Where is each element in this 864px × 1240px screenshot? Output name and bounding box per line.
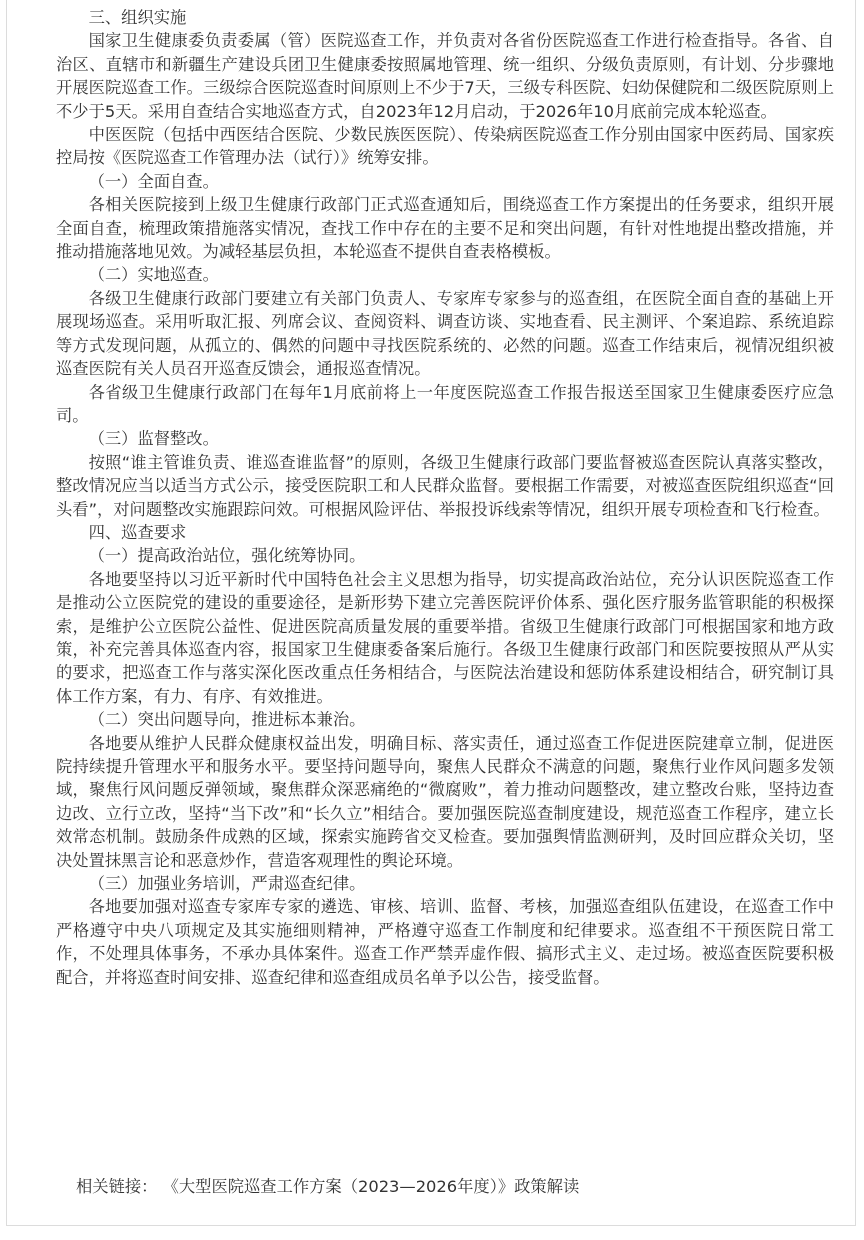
- article-paragraph: 各地要坚持以习近平新时代中国特色社会主义思想为指导，切实提高政治站位，充分认识医院巡查工作是推动公立医院党的建设的重要途径，是新形势下建立完善医院评价体系、强化医疗服务监管职能的积极探索，是维护公立医院公益性、促进医院高质量发展的重要举措。省级卫生健康行政部门可根据国家和地方政策，补充完善具体巡查内容，报国家卫生健康委备案后施行。各级卫生健康行政部门和医院要按照从严从实的要求，把巡查工作与落实深化医改重点任务相结合，与医院法治建设和惩防体系建设相结合，研究制订具体工作方案，有力、有序、有效推进。: [56, 569, 834, 706]
- article-paragraph: 各地要从维护人民群众健康权益出发，明确目标、落实责任，通过巡查工作促进医院建章立制，促进医院持续提升管理水平和服务水平。要坚持问题导向，聚焦人民群众不满意的问题，聚焦行业作风问题多发领域，聚焦行风问题反弹领域，聚焦群众深恶痛绝的“微腐败”，着力推动问题整改，建立整改台账，坚持边查边改、立行立改，坚持“当下改”和“长久立”相结合。要加强医院巡查制度建设，规范巡查工作程序，建立长效常态机制。鼓励条件成熟的区域，探索实施跨省交叉检查。要加强舆情监测研判，及时回应群众关切，坚决处置抹黑言论和恶意炒作，营造客观理性的舆论环境。: [56, 733, 834, 870]
- subsection-heading: （一）全面自查。: [88, 171, 219, 191]
- article-paragraph: 国家卫生健康委负责委属（管）医院巡查工作，并负责对各省份医院巡查工作进行检查指导。各省、自治区、直辖市和新疆生产建设兵团卫生健康委按照属地管理、统一组织、分级负责原则，有计划、分步骤地开展医院巡查工作。三级综合医院巡查时间原则上不少于7天，三级专科医院、妇幼保健院和二级医院原则上不少于5天。采用自查结合实地巡查方式，自2023年12月启动，于2026年10月底前完成本轮巡查。: [56, 31, 834, 121]
- subsection-heading: （三）监督整改。: [88, 429, 219, 449]
- article-paragraph: 按照“谁主管谁负责、谁巡查谁监督”的原则，各级卫生健康行政部门要监督被巡查医院认真落实整改，整改情况应当以适当方式公示，接受医院职工和人民群众监督。要根据工作需要，对被巡查医院组织巡查“回头看”，对问题整改实施跟踪问效。可根据风险评估、举报投诉线索等情况，组织开展专项检查和飞行检查。: [56, 452, 834, 519]
- article-paragraph: 各地要加强对巡查专家库专家的遴选、审核、培训、监督、考核，加强巡查组队伍建设，在巡查工作中严格遵守中央八项规定及其实施细则精神，严格遵守巡查工作制度和纪律要求。巡查组不干预医院日常工作，不处理具体事务，不承办具体案件。巡查工作严禁弄虚作假、搞形式主义、走过场。被巡查医院要积极配合，并将巡查时间安排、巡查纪律和巡查组成员名单予以公告，接受监督。: [56, 897, 834, 987]
- subsection-heading: （一）提高政治站位，强化统筹协同。: [88, 546, 366, 566]
- section-heading: 四、巡查要求: [88, 522, 187, 542]
- related-links: [76, 1176, 579, 1198]
- subsection-heading: （二）突出问题导向，推进标本兼治。: [88, 710, 366, 730]
- article-paragraph: 各相关医院接到上级卫生健康行政部门正式巡查通知后，围绕巡查工作方案提出的任务要求，组织开展全面自查，梳理政策措施落实情况，查找工作中存在的主要不足和突出问题，有针对性地提出整改措施，并推动措施落地见效。为减轻基层负担，本轮巡查不提供自查表格模板。: [56, 195, 834, 262]
- policy-interpretation-link[interactable]: 《大型医院巡查工作方案（2023—2026年度）》政策解读: [162, 1177, 580, 1196]
- related-links-label: 相关链接：: [76, 1177, 158, 1196]
- article-body: [56, 6, 834, 989]
- section-heading: 三、组织实施: [88, 8, 187, 27]
- subsection-heading: （三）加强业务培训，严肃巡查纪律。: [88, 874, 366, 894]
- article-paragraph: 中医医院（包括中西医结合医院、少数民族医医院）、传染病医院巡查工作分别由国家中医药局、国家疾控局按《医院巡查工作管理办法（试行）》统筹安排。: [56, 125, 834, 168]
- subsection-heading: （二）实地巡查。: [88, 265, 219, 285]
- article-paragraph: 各省级卫生健康行政部门在每年1月底前将上一年度医院巡查工作报告报送至国家卫生健康委医疗应急司。: [56, 382, 834, 425]
- article-paragraph: 各级卫生健康行政部门要建立有关部门负责人、专家库专家参与的巡查组，在医院全面自查的基础上开展现场巡查。采用听取汇报、列席会议、查阅资料、调查访谈、实地查看、民主测评、个案追踪、系统追踪等方式发现问题，从孤立的、偶然的问题中寻找医院系统的、必然的问题。巡查工作结束后，视情况组织被巡查医院有关人员召开巡查反馈会，通报巡查情况。: [56, 288, 834, 379]
